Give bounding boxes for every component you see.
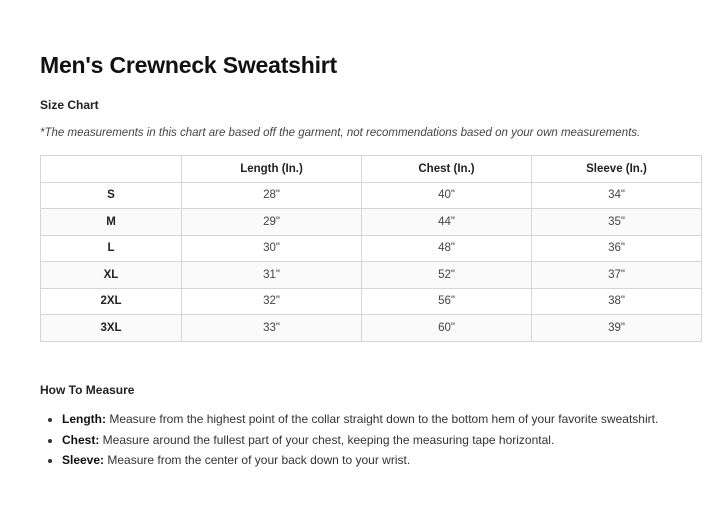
chest-cell: 52"	[362, 262, 532, 289]
chest-cell: 48"	[362, 235, 532, 262]
size-cell: 3XL	[41, 315, 182, 342]
length-cell: 28"	[182, 182, 362, 209]
list-item	[62, 451, 658, 472]
size-cell: M	[41, 209, 182, 236]
measure-item-text: Measure around the fullest part of your chest, keeping the measuring tape horizontal.	[99, 432, 555, 447]
measure-item-text: Measure from the center of your back down to your wrist.	[104, 453, 411, 467]
how-to-measure-heading: How To Measure	[40, 383, 135, 397]
sleeve-cell: 34"	[532, 182, 702, 209]
size-cell: 2XL	[41, 288, 182, 315]
sleeve-cell: 39"	[532, 315, 702, 342]
measurement-note: *The measurements in this chart are based off the garment, not recommendations based on your own measurements.	[40, 127, 641, 139]
measure-item-label: Sleeve:	[62, 453, 105, 467]
length-cell: 32"	[182, 288, 362, 315]
length-cell: 33"	[182, 315, 362, 342]
table-row	[41, 235, 702, 262]
size-chart-table	[40, 155, 702, 342]
length-cell: 31"	[182, 262, 362, 289]
header-chest: Chest (In.)	[362, 156, 532, 183]
table-row	[41, 315, 702, 342]
table-row	[41, 262, 702, 289]
page-title: Men's Crewneck Sweatshirt	[40, 52, 338, 78]
size-cell: L	[41, 235, 182, 262]
table-row	[41, 288, 702, 315]
list-item	[62, 431, 658, 452]
length-cell: 30"	[182, 235, 362, 262]
header-size	[41, 156, 182, 183]
sleeve-cell: 36"	[532, 235, 702, 262]
table-row	[41, 209, 702, 236]
chest-cell: 40"	[362, 182, 532, 209]
measure-item-text: Measure from the highest point of the collar straight down to the bottom hem of your favorite sweatshirt.	[106, 412, 659, 426]
table-header-row	[41, 156, 702, 183]
header-length: Length (In.)	[182, 156, 362, 183]
chest-cell: 56"	[362, 288, 532, 315]
list-item	[62, 410, 658, 431]
size-chart-heading: Size Chart	[40, 98, 99, 112]
size-cell: XL	[41, 262, 182, 289]
header-sleeve: Sleeve (In.)	[532, 156, 702, 183]
sleeve-cell: 37"	[532, 262, 702, 289]
measure-item-label: Length:	[62, 412, 106, 426]
measure-item-label: Chest:	[62, 432, 100, 447]
sleeve-cell: 38"	[532, 288, 702, 315]
chest-cell: 44"	[362, 209, 532, 236]
length-cell: 29"	[182, 209, 362, 236]
how-to-measure-list	[40, 410, 658, 472]
size-cell: S	[41, 182, 182, 209]
chest-cell: 60"	[362, 315, 532, 342]
sleeve-cell: 35"	[532, 209, 702, 236]
table-row	[41, 182, 702, 209]
